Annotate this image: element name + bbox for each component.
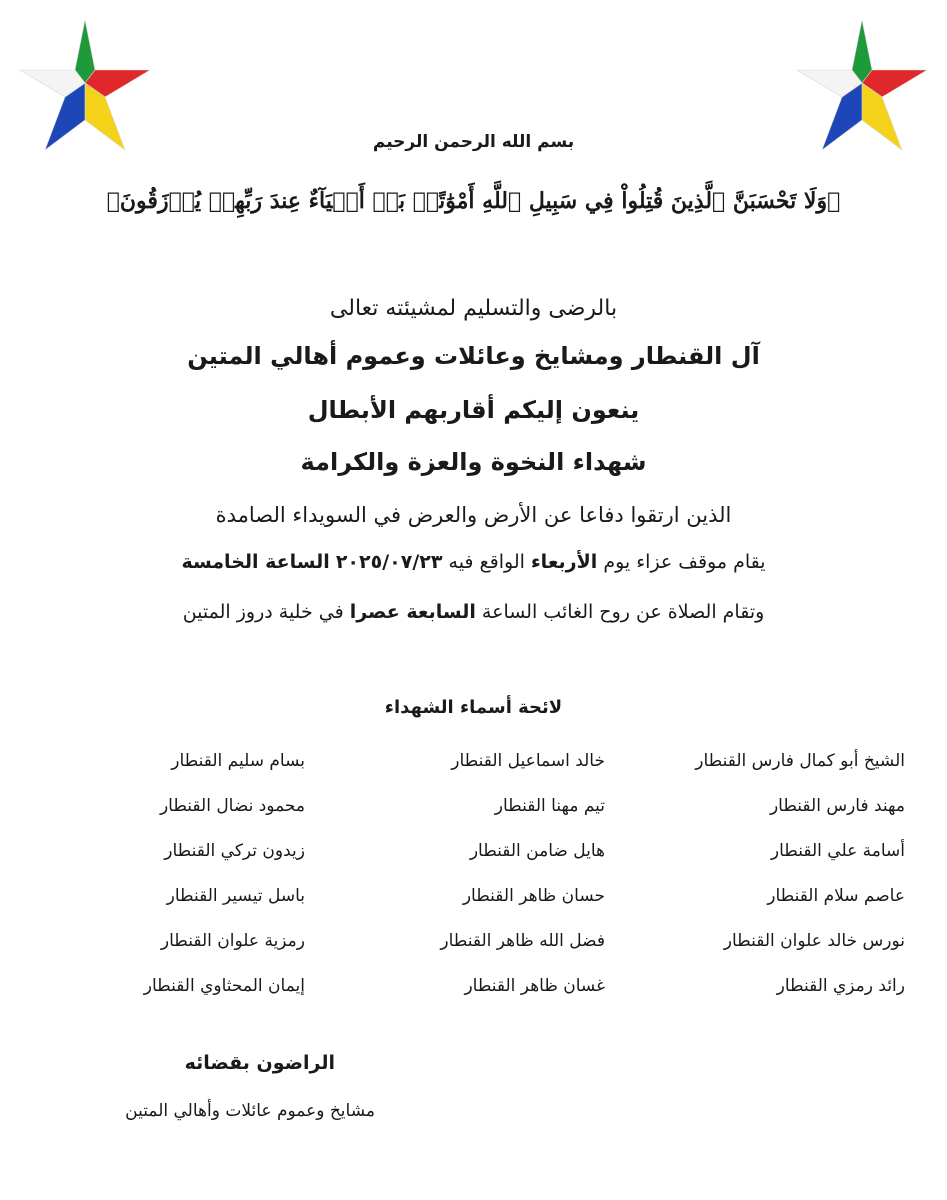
footer-subtitle: مشايخ وعموم عائلات وأهالي المتين: [125, 1101, 375, 1121]
quran-verse: ﴿وَلَا تَحْسَبَنَّ ٱلَّذِينَ قُتِلُواْ فِي سَبِيلِ ٱللَّهِ أَمْوَٰتًاۚ بَلۡ أَحۡيَآءٌ عِندَ رَبِّهِمۡ يُرۡزَقُونَ﴾: [106, 188, 841, 214]
martyr-name: أسامة علي القنطار: [770, 840, 905, 861]
condolence-text-a: يقام موقف عزاء يوم: [603, 551, 766, 573]
martyrs-row: [60, 963, 905, 1008]
ascended-line: الذين ارتقوا دفاعا عن الأرض والعرض في السويداء الصامدة: [215, 503, 732, 527]
martyr-name: خالد اسماعيل القنطار: [451, 750, 605, 771]
martyr-name: إيمان المحثاوي القنطار: [143, 975, 305, 996]
martyr-name: تيم مهنا القنطار: [494, 795, 605, 816]
martyrs-row: [60, 828, 905, 873]
martyrs-list: [60, 738, 905, 1008]
martyr-name: حسان ظاهر القنطار: [462, 885, 605, 906]
martyr-name: زيدون تركي القنطار: [164, 840, 305, 861]
footer-title: الراضون بقضائه: [184, 1052, 335, 1074]
martyr-name: بسام سليم القنطار: [171, 750, 305, 771]
martyr-name: غسان ظاهر القنطار: [464, 975, 605, 996]
intro-line: بالرضى والتسليم لمشيئته تعالى: [329, 296, 618, 321]
mourn-line: ينعون إليكم أقاربهم الأبطال: [307, 396, 640, 424]
martyr-name: الشيخ أبو كمال فارس القنطار: [695, 750, 905, 771]
martyr-name: باسل تيسير القنطار: [166, 885, 305, 906]
martyrs-row: [60, 783, 905, 828]
martyrs-row: [60, 738, 905, 783]
martyrs-row: [60, 873, 905, 918]
prayer-time: السابعة عصرا: [349, 601, 476, 623]
condolence-text-b: الواقع فيه: [448, 551, 525, 573]
martyr-name: فضل الله ظاهر القنطار: [440, 930, 605, 951]
martyrs-heading: شهداء النخوة والعزة والكرامة: [300, 448, 647, 476]
prayer-line: [0, 601, 947, 623]
martyr-name: رائد رمزي القنطار: [776, 975, 905, 996]
basmala: بسم الله الرحمن الرحيم: [372, 132, 575, 152]
families-line: آل القنطار ومشايخ وعائلات وعموم أهالي المتين: [187, 342, 760, 370]
martyr-name: رمزية علوان القنطار: [160, 930, 305, 951]
martyr-name: هايل ضامن القنطار: [469, 840, 605, 861]
martyr-name: محمود نضال القنطار: [159, 795, 305, 816]
prayer-text-a: وتقام الصلاة عن روح الغائب الساعة: [481, 601, 765, 623]
condolence-time: الساعة الخامسة: [181, 551, 330, 573]
martyr-name: مهند فارس القنطار: [769, 795, 905, 816]
condolence-line: [0, 551, 947, 573]
martyrs-list-title: لائحة أسماء الشهداء: [384, 697, 563, 718]
martyr-name: نورس خالد علوان القنطار: [723, 930, 905, 951]
condolence-date: ٢٠٢٥/٠٧/٢٣: [335, 551, 443, 573]
martyrs-row: [60, 918, 905, 963]
condolence-day: الأربعاء: [530, 551, 598, 573]
prayer-text-b: في خلية دروز المتين: [182, 601, 344, 623]
martyr-name: عاصم سلام القنطار: [767, 885, 905, 906]
